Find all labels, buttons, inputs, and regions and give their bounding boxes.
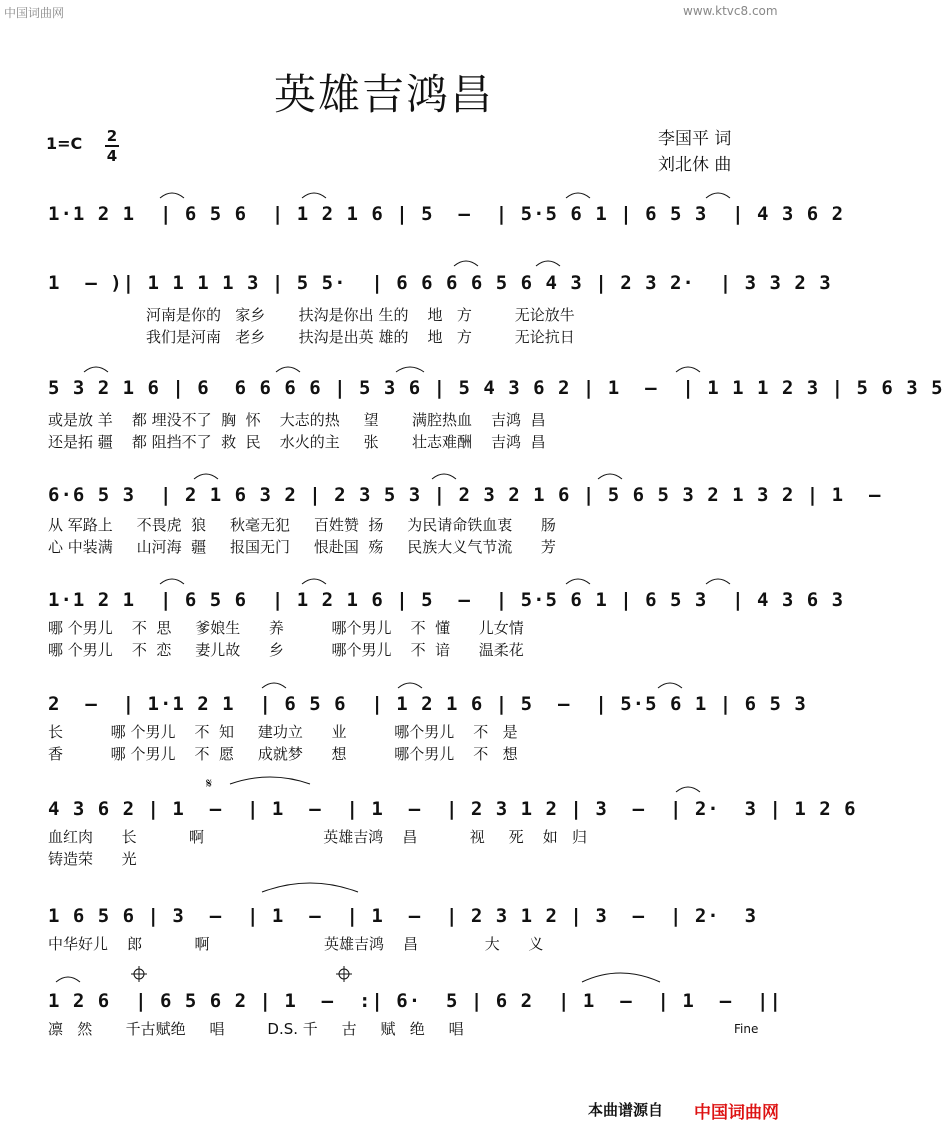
notation-line: 6·6 5 3 | 2 1 6 3 2 | 2 3 5 3 | 2 3 2 1 6 | 5 6 5 3 2 1 3 2 | 1 – xyxy=(48,484,882,506)
notation-line: 4 3 6 2 | 1 – | 1 – | 1 – | 2 3 1 2 | 3 – | 2· 3 | 1 2 6 xyxy=(48,798,857,820)
lyricist-credit: 李国平 词 xyxy=(658,129,732,149)
notation-line: 1·1 2 1 | 6 5 6 | 1 2 1 6 | 5 – | 5·5 6 1 | 6 5 3 | 4 3 6 3 xyxy=(48,589,845,611)
meter-bottom: 4 xyxy=(106,147,118,165)
watermark-left: 中国词曲网 xyxy=(4,6,65,20)
lyric-verse-1: 中华好儿 郎 啊 英雄吉鸿 昌 大 义 xyxy=(48,935,544,953)
lyric-verse-1: 河南是你的 家乡 扶沟是你出 生的 地 方 无论放牛 xyxy=(146,306,575,324)
watermark-right: www.ktvc8.com xyxy=(683,4,778,18)
composer-credit: 刘北休 曲 xyxy=(658,155,732,175)
lyric-verse-2: 香 哪 个男儿 不 愿 成就梦 想 哪个男儿 不 想 xyxy=(48,745,518,763)
fine-marker: Fine xyxy=(734,1022,759,1036)
meter-top: 2 xyxy=(106,127,118,145)
lyric-verse-1: 血红肉 长 啊 英雄吉鸿 昌 视 死 如 归 xyxy=(48,828,587,846)
lyric-verse-1: 凛 然 千古赋绝 唱 D.S. 千 古 赋 绝 唱 xyxy=(48,1020,464,1038)
notation-line: 1 6 5 6 | 3 – | 1 – | 1 – | 2 3 1 2 | 3 – | 2· 3 xyxy=(48,905,758,927)
lyric-verse-1: 哪 个男儿 不 思 爹娘生 养 哪个男儿 不 懂 儿女情 xyxy=(48,619,524,637)
lyric-verse-1: 长 哪 个男儿 不 知 建功立 业 哪个男儿 不 是 xyxy=(48,723,518,741)
notation-line: 1·1 2 1 | 6 5 6 | 1 2 1 6 | 5 – | 5·5 6 1 | 6 5 3 | 4 3 6 2 xyxy=(48,203,845,225)
lyric-verse-2: 哪 个男儿 不 恋 妻儿故 乡 哪个男儿 不 谙 温柔花 xyxy=(48,641,524,659)
song-title: 英雄吉鸿昌 xyxy=(274,70,495,119)
lyric-verse-1: 从 军路上 不畏虎 狼 秋毫无犯 百姓赞 扬 为民请命铁血衷 肠 xyxy=(48,516,556,534)
lyric-verse-2: 心 中装满 山河海 疆 报国无门 恨赴国 殇 民族大义气节流 芳 xyxy=(48,538,556,556)
lyric-verse-1: 或是放 羊 都 埋没不了 胸 怀 大志的热 望 满腔热血 吉鸿 昌 xyxy=(48,411,546,429)
footer-source: 本曲谱源自 xyxy=(588,1101,664,1119)
notation-line: 1 2 6 | 6 5 6 2 | 1 – :| 6· 5 | 6 2 | 1 – | 1 – || xyxy=(48,990,782,1012)
time-signature xyxy=(105,128,119,164)
lyric-verse-2: 我们是河南 老乡 扶沟是出英 雄的 地 方 无论抗日 xyxy=(146,328,575,346)
lyric-verse-2: 铸造荣 光 xyxy=(48,850,137,868)
notation-line: 1 – )| 1 1 1 1 3 | 5 5· | 6 6 6 6 5 6 4 3 | 2 3 2· | 3 3 2 3 xyxy=(48,272,832,294)
segno-icon: 𝄋 xyxy=(206,776,213,792)
key-signature: 1=C xyxy=(46,134,83,153)
notation-line: 5 3 2 1 6 | 6 6 6 6 6 | 5 3 6 | 5 4 3 6 2 | 1 – | 1 1 1 2 3 | 5 6 3 5 xyxy=(48,377,944,399)
lyric-verse-2: 还是拓 疆 都 阻挡不了 救 民 水火的主 张 壮志难酬 吉鸿 昌 xyxy=(48,433,546,451)
notation-line: 2 – | 1·1 2 1 | 6 5 6 | 1 2 1 6 | 5 – | 5·5 6 1 | 6 5 3 xyxy=(48,693,807,715)
footer-brand[interactable]: 中国词曲网 xyxy=(694,1103,779,1123)
